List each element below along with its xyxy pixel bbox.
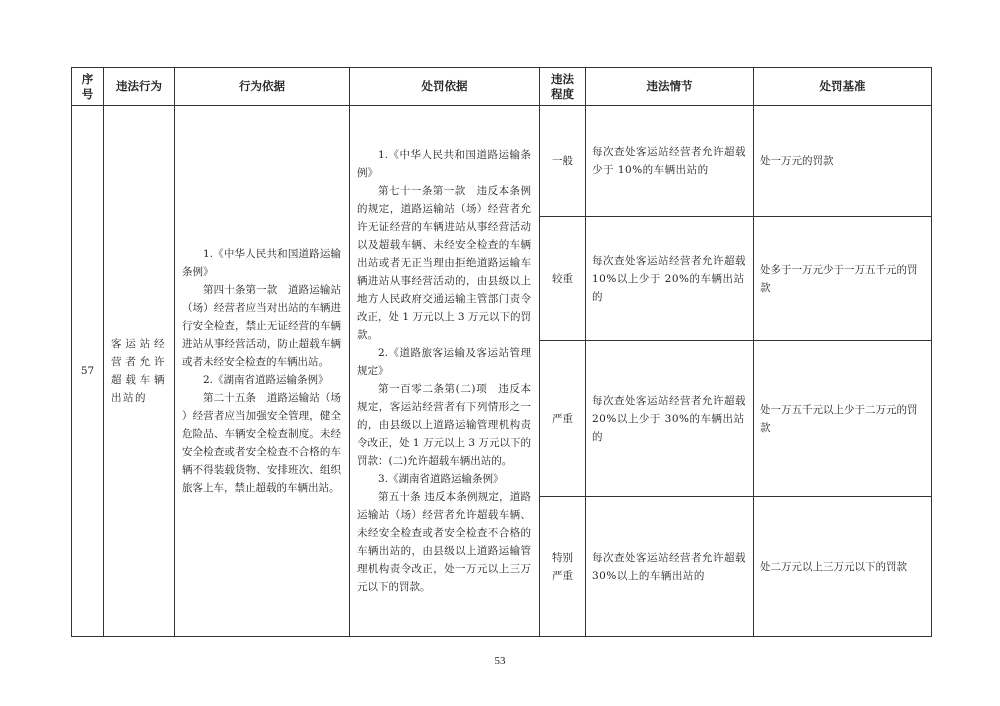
violation-behavior: 客运站经营者允许超载车辆出站的 [104,106,175,637]
penalty-basis-article-3: 第五十条 违反本条例规定，道路运输站（场）经营者允许超载车辆、未经安全检查或者安全检查不合格的车辆出站的，由县级以上道路运输管理机构责令改正，处一万元以上三万元以下的罚款。 [357,491,531,593]
header-degree: 违法程度 [540,68,586,106]
page-number: 53 [494,655,506,667]
act-basis-cell [175,106,350,637]
row-number: 57 [72,106,104,637]
degree-serious: 较重 [540,217,586,341]
penalty-basis-article-2: 第一百零二条第(二)项 违反本规定，客运站经营者有下列情形之一的，由县级以上道路运输管理机构责令改正，处 1 万元以上 3 万元以下的罚款：(二)允许超载车辆出站的。 [357,383,531,467]
act-basis-article-1: 第四十条第一款 道路运输站（场）经营者应当对出站的车辆进行安全检查，禁止无证经营的车辆进站从事经营活动，防止超载车辆或者未经安全检查的车辆出站。 [182,284,341,368]
header-row [72,68,932,106]
table-row [72,106,932,217]
header-violation: 违法行为 [104,68,175,106]
act-basis-law-1: 1.《中华人民共和国道路运输条例》 [182,248,341,278]
standard-serious: 处多于一万元少于一万五千元的罚款 [754,217,932,341]
penalty-table-sheet [71,67,931,637]
penalty-basis-cell [350,106,540,637]
header-act-basis: 行为依据 [175,68,350,106]
penalty-basis-law-2: 2.《道路旅客运输及客运站管理规定》 [357,347,531,377]
penalty-standard-table [71,67,932,637]
circumstance-severe: 每次查处客运站经营者允许超载 20%以上少于 30%的车辆出站的 [586,341,754,497]
standard-severe: 处一万五千元以上少于二万元的罚款 [754,341,932,497]
header-penalty-basis: 处罚依据 [350,68,540,106]
standard-extra-severe: 处二万元以上三万元以下的罚款 [754,497,932,637]
header-standard: 处罚基准 [754,68,932,106]
circumstance-general: 每次查处客运站经营者允许超载少于 10%的车辆出站的 [586,106,754,217]
degree-severe: 严重 [540,341,586,497]
penalty-basis-article-1: 第七十一条第一款 违反本条例的规定，道路运输站（场）经营者允许无证经营的车辆进站从事经营活动以及超载车辆、未经安全检查的车辆出站或者无正当理由拒绝道路运输车辆进站从事经营活动的，由县级以上地方人民政府交通运输主管部门责令改正，处 1 万元以上 3 万元以下的罚款。 [357,185,531,341]
header-no: 序号 [72,68,104,106]
degree-extra-severe: 特别严重 [540,497,586,637]
penalty-basis-law-3: 3.《湖南省道路运输条例》 [378,473,504,485]
degree-general: 一般 [540,106,586,217]
act-basis-article-2: 第二十五条 道路运输站（场 ）经营者应当加强安全管理，健全危险品、车辆安全检查制度。未经安全检查或者安全检查不合格的车辆不得装载货物、安排班次、组织旅客上车，禁止超载的车辆出站。 [182,392,341,494]
circumstance-extra-severe: 每次查处客运站经营者允许超载 30%以上的车辆出站的 [586,497,754,637]
penalty-basis-law-1: 1.《中华人民共和国道路运输条例》 [357,149,531,179]
standard-general: 处一万元的罚款 [754,106,932,217]
header-circumstance: 违法情节 [586,68,754,106]
act-basis-law-2: 2.《湖南省道路运输条例》 [203,374,329,386]
circumstance-serious: 每次查处客运站经营者允许超载 10%以上少于 20%的车辆出站的 [586,217,754,341]
